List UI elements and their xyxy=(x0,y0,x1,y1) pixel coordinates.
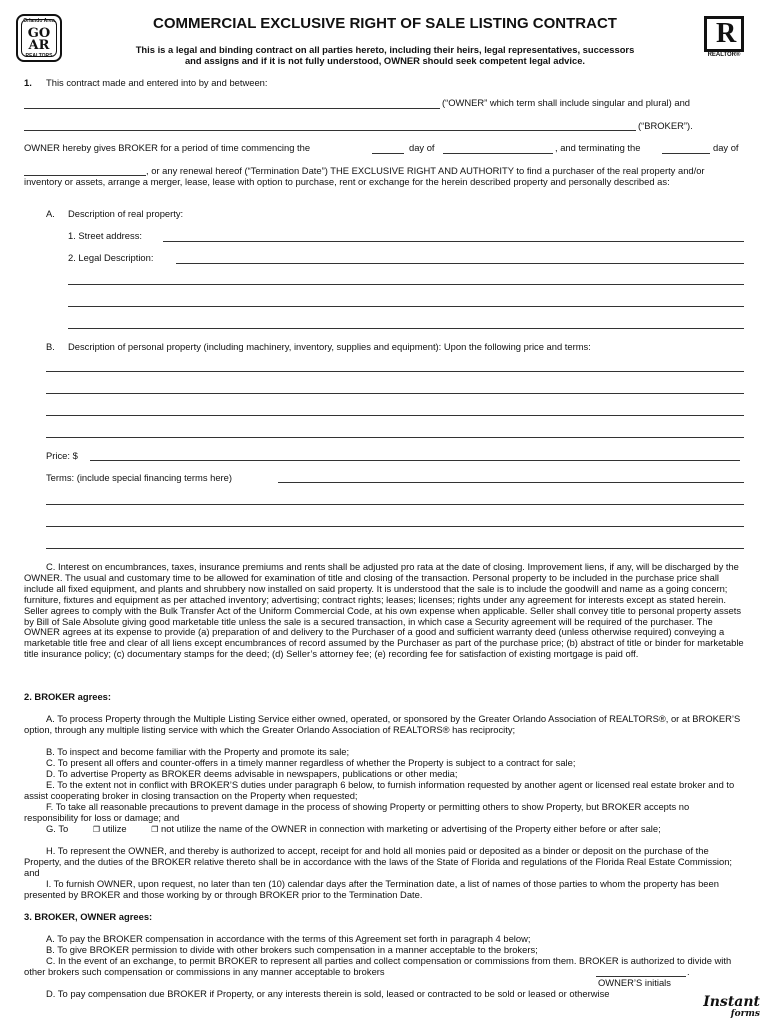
legal-description-line3[interactable] xyxy=(68,306,744,307)
renewal-clause: , or any renewal hereof (“Termination Date”) THE EXCLUSIVE RIGHT AND AUTHORITY to find a purchaser of the real property and/or inventory or assets, arrange a merger, lease, lease with option to purchase, rent or exchange for the herein described property and personally described as: xyxy=(24,165,705,187)
realtor-logo-caption: REALTOR® xyxy=(707,52,741,58)
realtor-r-icon: R xyxy=(716,18,737,49)
period-text-a: OWNER hereby gives BROKER for a period of time commencing the xyxy=(24,142,311,153)
item-a-label: A. xyxy=(46,208,55,219)
price-label: Price: $ xyxy=(46,450,78,461)
section2-heading: 2. BROKER agrees: xyxy=(24,691,112,702)
personal-property-line3[interactable] xyxy=(46,415,744,416)
utilize-checkbox-icon[interactable]: ❐ xyxy=(92,825,101,834)
period-text-d: day of xyxy=(713,142,739,153)
section3-item-c: C. In the event of an exchange, to permit BROKER to represent all parties and collect compensation or commissions from them. BROKER is authorized to divide with other brokers such compensation or commissions in any manner acceptable to brokers xyxy=(24,955,732,977)
brand-top: Instant xyxy=(703,994,760,1010)
period-text-b: day of xyxy=(409,142,435,153)
logo-bottom-text: REALTORS xyxy=(25,53,53,59)
section2-item-f: F. To take all reasonable precautions to prevent damage in the process of showing Property or permitting others to show Property, but BROKER accepts no responsibility for loss or damage; and xyxy=(24,801,690,823)
logo-top-text: Orlando Area xyxy=(23,18,55,24)
price-field[interactable] xyxy=(90,460,740,461)
section3-item-a: A. To pay the BROKER compensation in accordance with the terms of this Agreement set forth in paragraph 4 below; xyxy=(46,933,531,944)
street-address-field[interactable] xyxy=(163,241,744,242)
commencing-day-field[interactable] xyxy=(372,153,404,154)
terms-line3[interactable] xyxy=(46,526,744,527)
section2-item-g-lead: G. To xyxy=(46,823,69,834)
personal-property-line4[interactable] xyxy=(46,437,744,438)
section3-item-b: B. To give BROKER permission to divide with other brokers such compensation in a manner acceptable to the brokers; xyxy=(46,944,538,955)
owner-name-field[interactable] xyxy=(24,108,440,109)
legal-description-field[interactable] xyxy=(176,263,744,264)
owner-initials-label: OWNER’S initials xyxy=(598,977,671,988)
personal-property-line2[interactable] xyxy=(46,393,744,394)
terms-line2[interactable] xyxy=(46,504,744,505)
owner-definition: (“OWNER” which term shall include singular and plural) and xyxy=(442,97,691,108)
broker-definition: (“BROKER”). xyxy=(638,120,693,131)
street-address-label: 1. Street address: xyxy=(68,230,142,241)
owner-initials-end: . xyxy=(687,966,690,977)
section2-item-g-tail: not utilize the name of the OWNER in connection with marketing or advertising of the Property either before or after sale; xyxy=(160,823,661,834)
section3-heading: 3. BROKER, OWNER agrees: xyxy=(24,911,153,922)
logo-initials: GO AR xyxy=(27,26,51,53)
item-b-label: B. xyxy=(46,341,55,352)
not-utilize-checkbox-icon[interactable]: ❐ xyxy=(151,825,159,834)
legal-description-line2[interactable] xyxy=(68,284,744,285)
commencing-month-field[interactable] xyxy=(443,153,553,154)
terms-field[interactable] xyxy=(278,482,744,483)
terminating-day-field[interactable] xyxy=(662,153,710,154)
item-a-text: Description of real property: xyxy=(68,208,184,219)
item-c-paragraph: C. Interest on encumbrances, taxes, insurance premiums and rents shall be adjusted pro rata at the date of closing. Improvement liens, if any, will be discharged by the OWNER. The usual and customary time to be allowed for examination of title and closing of the transaction. Personal property to be included in the purchase price shall include all fixed equipment, and plants and shrubbery now installed on said property. It is understood that the sale is to include the goodwill and name as a going concern; furniture, fixtures and equipment as per attached inventory; advertising; contract rights; leases; licenses; rights under any agreement for interests except as stated herein. Seller agrees to comply with the Bulk Transfer Act of the Uniform Commercial Code, at his own expense when applicable. Seller shall convey title to personal property assets by Bill of Sale Absolute giving good marketable title unless the sale is a secured transaction, in which case a Security agreement will be required of the purchaser. The OWNER agrees at its expense to provide (a) preparation of and delivery to the Purchaser of a good and sufficient warranty deed (unless otherwise required) conveying a marketable title free and clear of all liens except encumbrances of record assumed by the Purchaser as part of the purchase price; (b) abstract of title or binder for marketable title insurance policy; (c) documentary stamps for the deed; (d) Seller’s attorney fee; (e) recording fee for satisfaction of existing mortgage is paid off. xyxy=(24,561,744,660)
legal-notice xyxy=(80,44,690,67)
section2-item-g xyxy=(24,824,744,835)
item-b-text: Description of personal property (including machinery, inventory, supplies and equipment): Upon the following price and terms: xyxy=(68,341,591,352)
personal-property-line1[interactable] xyxy=(46,371,744,372)
section3-item-d: D. To pay compensation due BROKER if Property, or any interests therein is sold, leased or contracted to be sold or leased or otherwise xyxy=(46,988,610,999)
utilize-option-label: utilize xyxy=(102,823,127,834)
document-title: COMMERCIAL EXCLUSIVE RIGHT OF SALE LISTING CONTRACT xyxy=(153,15,617,32)
instant-forms-logo xyxy=(660,996,760,1020)
terms-line4[interactable] xyxy=(46,548,744,549)
section2-item-h: H. To represent the OWNER, and thereby is authorized to accept, receipt for and hold all monies paid or deposited as a binder or deposit on the purchase of the Property, and the duties of the BROKER relative thereto shall be in accordance with the laws of the State of Florida and regulations of the Florida Real Estate Commission; and xyxy=(24,845,733,878)
legal-notice-line2: and assigns and if it is not fully understood, OWNER should seek competent legal advice. xyxy=(184,55,586,67)
section1-number: 1. xyxy=(24,77,32,88)
legal-description-line4[interactable] xyxy=(68,328,744,329)
legal-description-label: 2. Legal Description: xyxy=(68,252,154,263)
period-text-c: , and terminating the xyxy=(555,142,641,153)
section1-intro: This contract made and entered into by and between: xyxy=(46,77,268,88)
section2-item-d: D. To advertise Property as BROKER deems advisable in newspapers, publications or other media; xyxy=(46,768,458,779)
legal-notice-line1: This is a legal and binding contract on all parties hereto, including their heirs, legal representatives, successors xyxy=(135,44,635,55)
broker-name-field[interactable] xyxy=(24,130,636,131)
section2-item-b: B. To inspect and become familiar with the Property and promote its sale; xyxy=(46,746,350,757)
section2-item-e: E. To the extent not in conflict with BROKER’S duties under paragraph 6 below, to furnish information requested by another agent or licensed real estate broker and to assist cooperating broker in closing transaction on the Property when requested; xyxy=(24,779,735,801)
section2-item-a: A. To process Property through the Multiple Listing Service either owned, operated, or sponsored by the Greater Orlando Association of REALTORS®, or at BROKER’S option, through any multiple listing service with which the Greater Orlando Association of REALTORS® has reciprocity; xyxy=(24,713,741,735)
section2-item-c: C. To present all offers and counter-offers in a timely manner regardless of whether the Property is subject to a contract for sale; xyxy=(46,757,576,768)
section2-item-i: I. To furnish OWNER, upon request, no later than ten (10) calendar days after the Termination date, a list of names of those parties to whom the property has been presented by BROKER and those working by or through BROKER prior to the Termination Date. xyxy=(24,878,719,900)
brand-bottom: forms xyxy=(730,1009,760,1019)
terms-label: Terms: (include special financing terms here) xyxy=(46,472,233,483)
